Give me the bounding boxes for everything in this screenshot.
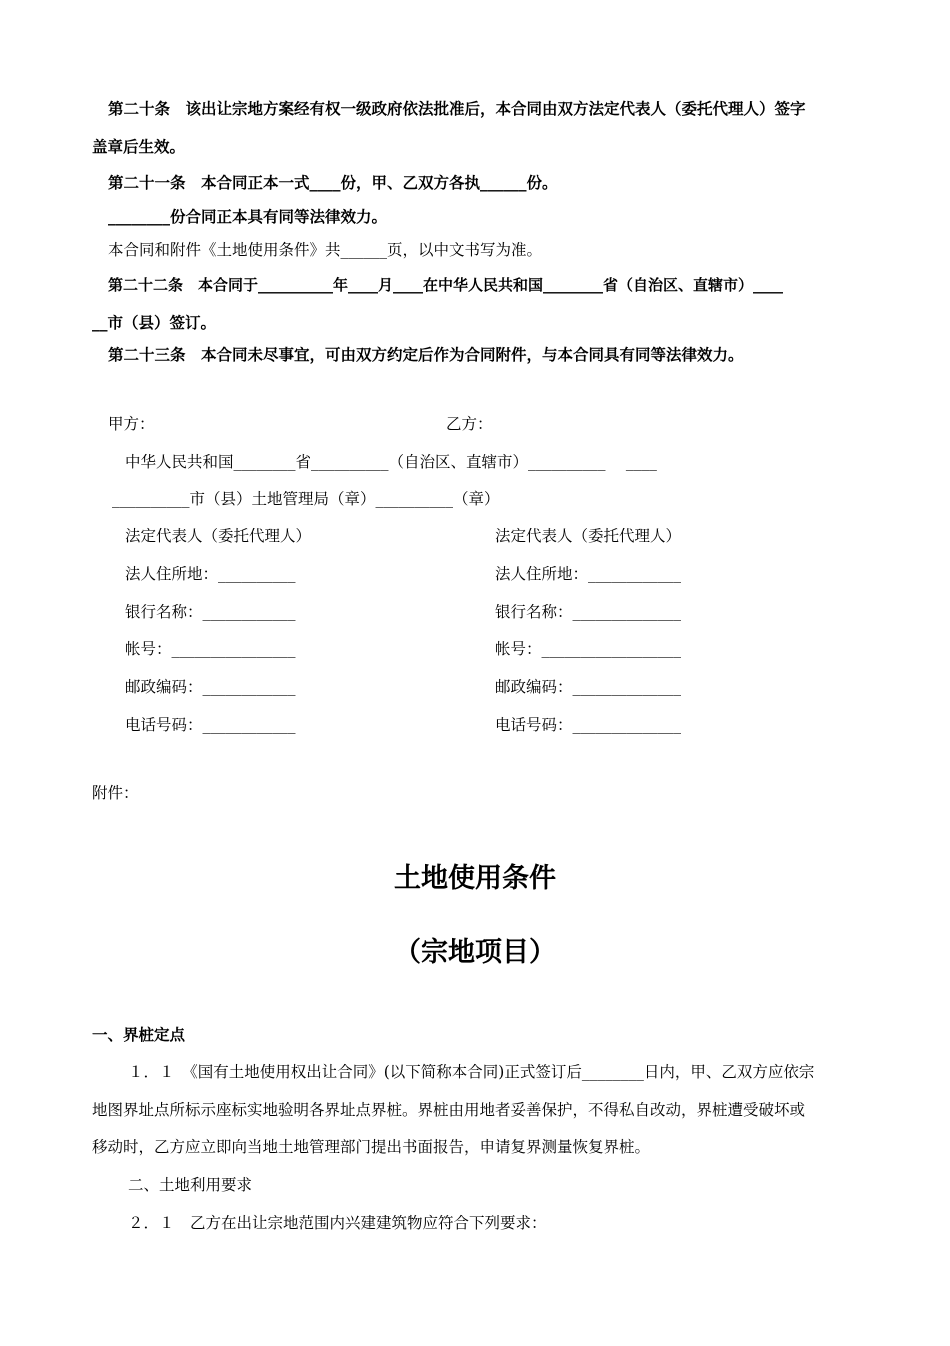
- party-a-rep: 法定代表人（委托代理人）: [125, 527, 312, 545]
- party-a-bank: 银行名称：____________: [125, 603, 296, 621]
- party-b-account: 帐号：__________________: [495, 640, 682, 658]
- clause-1-1-line-3: 移动时，乙方应立即向当地土地管理部门提出书面报告，申请复界测量恢复界桩。: [92, 1138, 651, 1156]
- article-21-line-2: ________份合同正本具有同等法律效力。: [108, 208, 388, 226]
- party-a-phone: 电话号码：____________: [125, 716, 296, 734]
- article-23-line-1: 第二十三条 本合同未尽事宜，可由双方约定后作为合同附件，与本合同具有同等法律效力。: [108, 346, 744, 364]
- article-21-line-3: 本合同和附件《土地使用条件》共______页，以中文书写为准。: [108, 241, 543, 259]
- party-b-label: 乙方：: [446, 415, 493, 433]
- party-a-account: 帐号：________________: [125, 640, 296, 658]
- attachment-label: 附件：: [92, 784, 139, 802]
- article-21-line-1: 第二十一条 本合同正本一式____份，甲、乙双方各执______份。: [108, 174, 558, 192]
- article-20-line-2: 盖章后生效。: [92, 138, 186, 156]
- party-a-label: 甲方：: [108, 415, 155, 433]
- party-a-postcode: 邮政编码：____________: [125, 678, 296, 696]
- article-20-line-1: 第二十条 该出让宗地方案经有权一级政府依法批准后，本合同由双方法定代表人（委托代理人）签字: [108, 100, 806, 118]
- party-a-address: 法人住所地：__________: [125, 565, 296, 583]
- annex-title: 土地使用条件: [394, 863, 556, 894]
- article-22-line-2: __市（县）签订。: [92, 314, 217, 332]
- clause-1-1-line-1: １．１ 《国有土地使用权出让合同》(以下简称本合同)正式签订后________日内，甲、乙双方应依宗: [128, 1063, 815, 1081]
- party-b-bank: 银行名称：______________: [495, 603, 682, 621]
- signature-line-1: 中华人民共和国________省__________（自治区、直辖市）__________ ____: [125, 453, 657, 471]
- clause-2-1-line-1: ２．１ 乙方在出让宗地范围内兴建建筑物应符合下列要求：: [128, 1214, 547, 1232]
- section-1-heading: 一、界桩定点: [92, 1026, 186, 1044]
- party-b-rep: 法定代表人（委托代理人）: [495, 527, 682, 545]
- section-2-heading: 二、土地利用要求: [128, 1176, 253, 1194]
- party-b-postcode: 邮政编码：______________: [495, 678, 682, 696]
- party-b-address: 法人住所地：____________: [495, 565, 682, 583]
- annex-subtitle: （宗地项目）: [394, 937, 556, 968]
- clause-1-1-line-2: 地图界址点所标示座标实地验明各界址点界桩。界桩由用地者妥善保护，不得私自改动，界桩遭受破坏或: [92, 1101, 806, 1119]
- signature-line-2: __________市（县）土地管理局（章）__________（章）: [112, 490, 500, 508]
- article-22-line-1: 第二十二条 本合同于__________年____月____在中华人民共和国________省（自治区、直辖市）____: [108, 276, 784, 294]
- party-b-phone: 电话号码：______________: [495, 716, 682, 734]
